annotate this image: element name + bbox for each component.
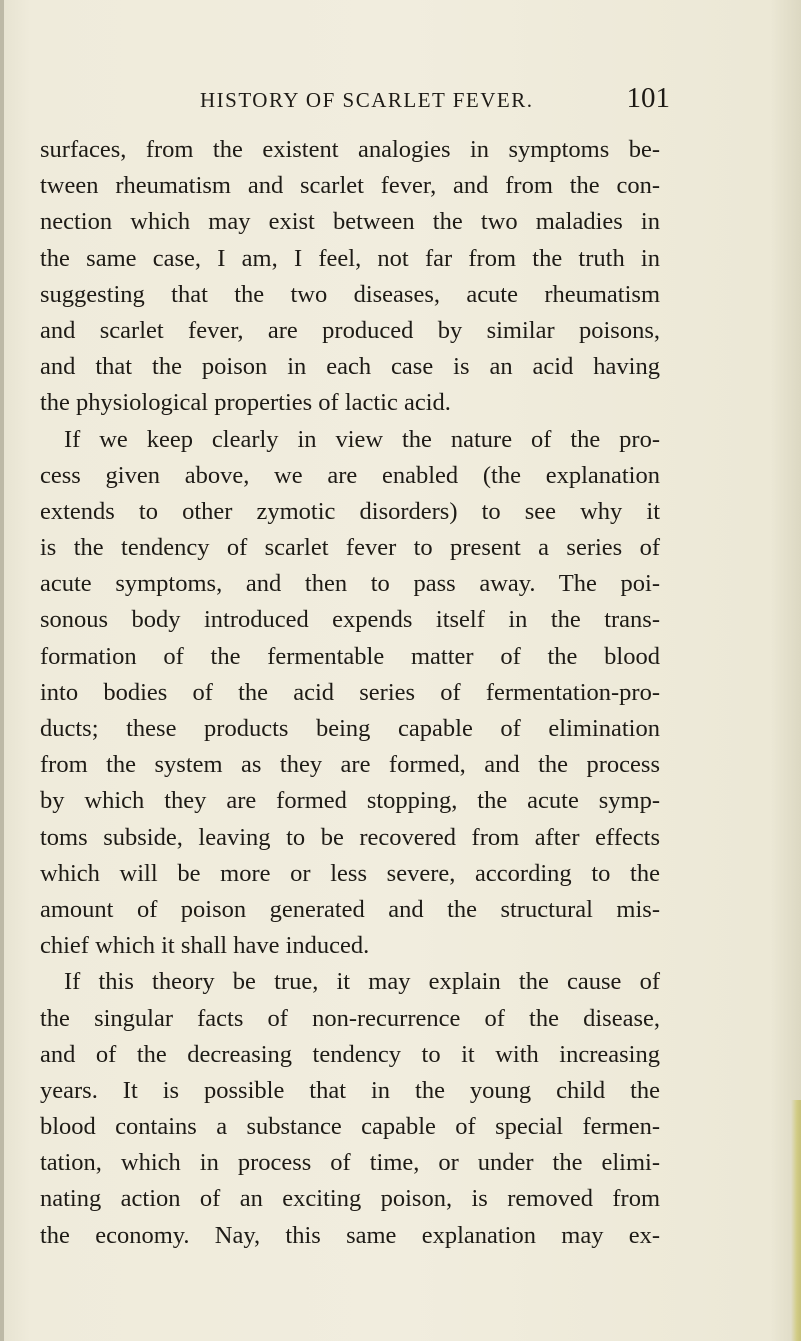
text-line: the economy. Nay, this same explanation may ex- bbox=[40, 1221, 660, 1249]
text-line: and scarlet fever, are produced by similar poisons, bbox=[40, 316, 660, 344]
text-line: ducts; these products being capable of elimination bbox=[40, 715, 660, 742]
running-title: HISTORY OF SCARLET FEVER. bbox=[200, 88, 534, 112]
text-line: acute symptoms, and then to pass away. The poi- bbox=[40, 570, 660, 598]
text-line: surfaces, from the existent analogies in symptoms be- bbox=[40, 136, 660, 163]
text-line: the singular facts of non-recurrence of the disease, bbox=[40, 1004, 660, 1032]
text-line: suggesting that the two diseases, acute rheumatism bbox=[40, 280, 660, 308]
text-line: is the tendency of scarlet fever to present a series of bbox=[40, 534, 660, 562]
text-line: from the system as they are formed, and the process bbox=[40, 751, 660, 779]
text-line: which will be more or less severe, according to the bbox=[40, 859, 660, 887]
text-line: extends to other zymotic disorders) to see why it bbox=[40, 497, 660, 525]
text-line: the physiological properties of lactic acid. bbox=[40, 389, 451, 417]
text-line: If this theory be true, it may explain the cause of bbox=[64, 968, 660, 996]
text-line: chief which it shall have induced. bbox=[40, 932, 370, 960]
text-line: sonous body introduced expends itself in the trans- bbox=[40, 606, 660, 634]
text-line: into bodies of the acid series of fermentation-pro- bbox=[40, 678, 660, 706]
text-line: If we keep clearly in view the nature of the pro- bbox=[64, 425, 660, 453]
text-line: years. It is possible that in the young child the bbox=[40, 1076, 660, 1104]
text-line: nating action of an exciting poison, is removed from bbox=[40, 1185, 660, 1213]
text-line: toms subside, leaving to be recovered from after effects bbox=[40, 823, 660, 851]
text-line: and that the poison in each case is an acid having bbox=[40, 353, 660, 381]
page-left-edge bbox=[0, 0, 4, 1341]
text-line: the same case, I am, I feel, not far from the truth in bbox=[40, 244, 660, 272]
body-text bbox=[40, 132, 660, 1254]
text-line: formation of the fermentable matter of the blood bbox=[40, 642, 660, 670]
text-line: and of the decreasing tendency to it with increasing bbox=[40, 1040, 660, 1068]
text-line: by which they are formed stopping, the acute symp- bbox=[40, 787, 660, 815]
running-header bbox=[200, 82, 670, 122]
text-line: cess given above, we are enabled (the explanation bbox=[40, 461, 660, 489]
text-line: amount of poison generated and the structural mis- bbox=[40, 895, 660, 923]
page-right-edge bbox=[791, 1100, 801, 1341]
text-line: tween rheumatism and scarlet fever, and from the con- bbox=[40, 172, 660, 200]
text-line: nection which may exist between the two maladies in bbox=[40, 208, 660, 236]
page-number: 101 bbox=[626, 82, 670, 114]
text-line: tation, which in process of time, or under the elimi- bbox=[40, 1149, 660, 1177]
text-line: blood contains a substance capable of special fermen- bbox=[40, 1113, 660, 1141]
